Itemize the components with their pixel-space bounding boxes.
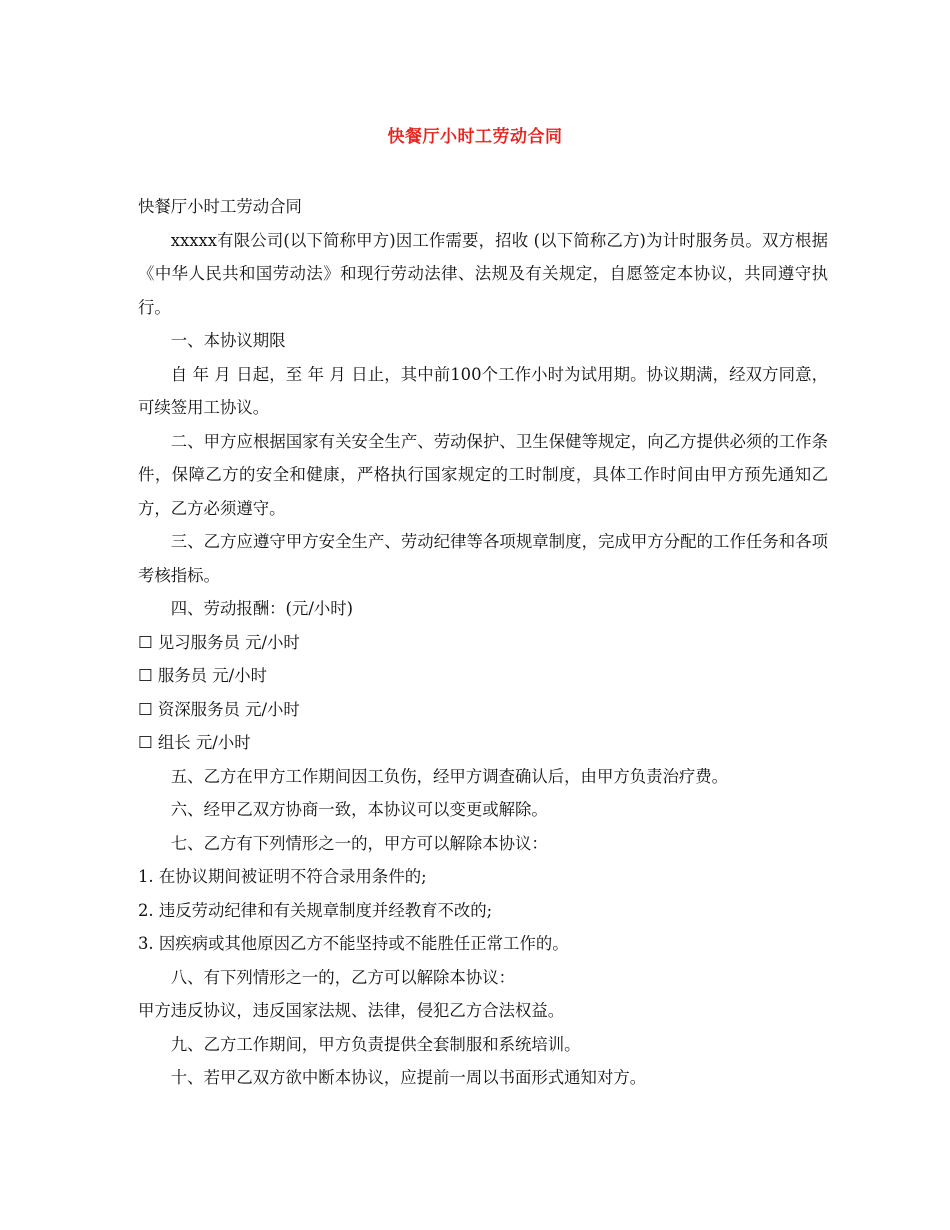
clause-10: 十、若甲乙双方欲中断本协议，应提前一周以书面形式通知对方。	[170, 1068, 647, 1087]
intro-paragraph: xxxxx有限公司(以下简称甲方)因工作需要，招收 (以下简称乙方)为计时服务员。双方根据《中华人民共和国劳动法》和现行劳动法律、法规及有关规定，自愿签定本协议，共同遵守执行。	[138, 230, 828, 317]
clause-9: 九、乙方工作期间，甲方负责提供全套制服和系统培训。	[170, 1034, 581, 1054]
clause-4-heading: 四、劳动报酬：(元/小时)	[170, 599, 354, 618]
contract-subtitle: 快餐厅小时工劳动合同	[138, 197, 302, 216]
clause-1-heading: 一、本协议期限	[170, 331, 286, 350]
document-title: 快餐厅小时工劳动合同	[387, 127, 563, 147]
clause-1-text: 自 年 月 日起，至 年 月 日止，其中前100个工作小时为试用期。协议期满，经双方同意，可续签用工协议。	[138, 364, 828, 417]
clause-7-item-3: 3. 因疾病或其他原因乙方不能坚持或不能胜任正常工作的。	[138, 934, 569, 953]
clause-7-item-1: 1. 在协议期间被证明不符合录用条件的;	[138, 867, 427, 886]
clause-7-heading: 七、乙方有下列情形之一的，甲方可以解除本协议：	[170, 833, 548, 853]
wage-item-waiter: ☐ 服务员 元/小时	[138, 666, 267, 685]
clause-8-heading: 八、有下列情形之一的，乙方可以解除本协议：	[170, 967, 515, 987]
clause-5: 五、乙方在甲方工作期间因工负伤，经甲方调查确认后，由甲方负责治疗费。	[170, 766, 729, 786]
wage-item-trainee: ☐ 见习服务员 元/小时	[138, 632, 300, 652]
clause-6: 六、经甲乙双方协商一致，本协议可以变更或解除。	[170, 800, 548, 819]
clause-7-item-2: 2. 违反劳动纪律和有关规章制度并经教育不改的;	[138, 900, 493, 920]
clause-3: 三、乙方应遵守甲方安全生产、劳动纪律等各项规章制度，完成甲方分配的工作任务和各项考核指标。	[138, 532, 828, 585]
wage-item-senior: ☐ 资深服务员 元/小时	[138, 699, 300, 719]
clause-2: 二、甲方应根据国家有关安全生产、劳动保护、卫生保健等规定，向乙方提供必须的工作条件，保障乙方的安全和健康，严格执行国家规定的工时制度，具体工作时间由甲方预先通知乙方，乙方必须遵守。	[138, 431, 828, 518]
clause-8-text: 甲方违反协议，违反国家法规、法律，侵犯乙方合法权益。	[138, 1001, 565, 1020]
document-body	[138, 190, 828, 1095]
wage-item-leader: ☐ 组长 元/小时	[138, 733, 251, 752]
